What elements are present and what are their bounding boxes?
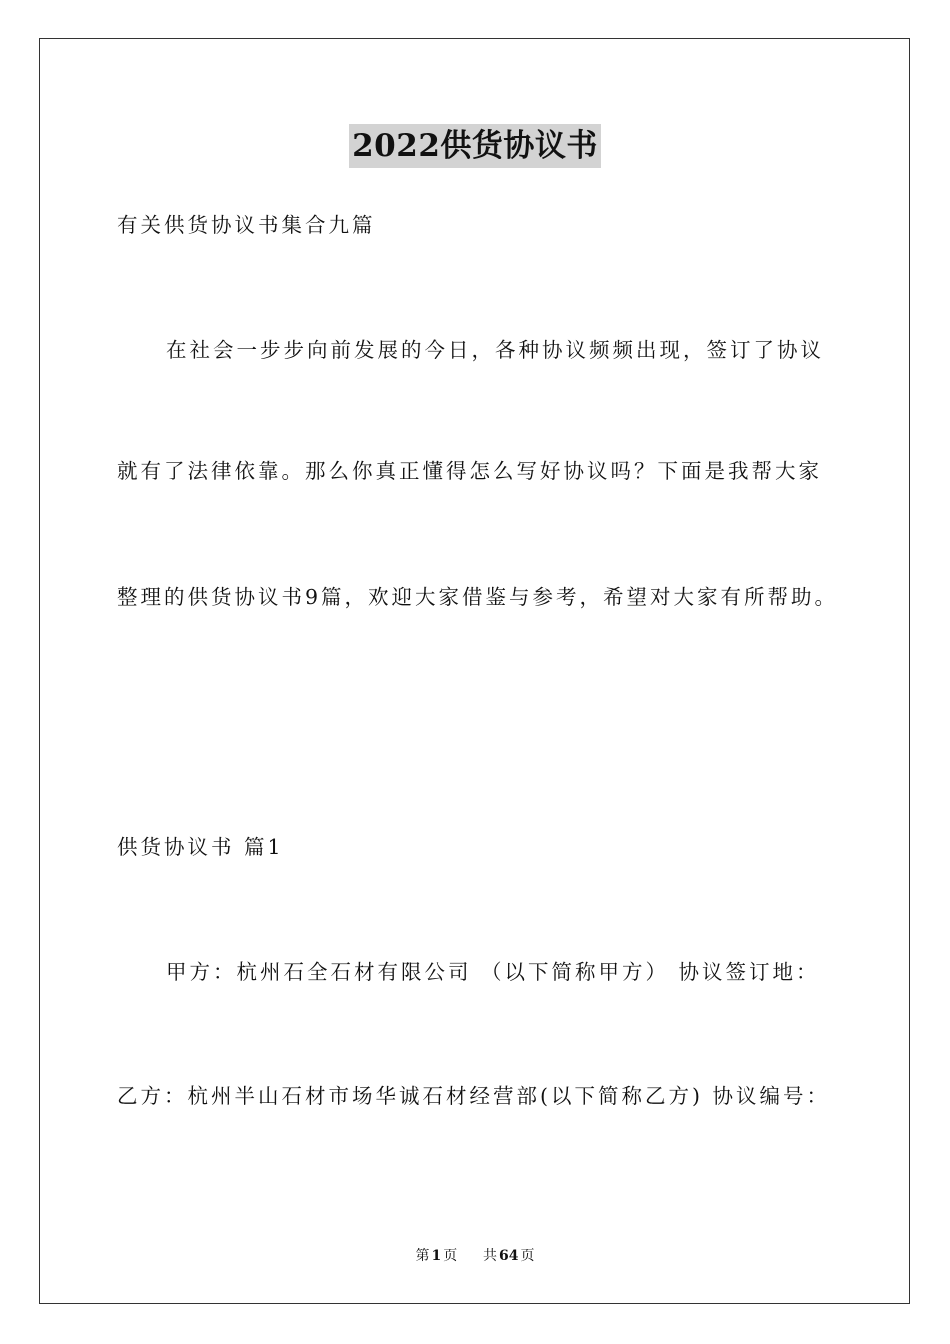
intro-line-3: 整理的供货协议书9篇，欢迎大家借鉴与参考，希望对大家有所帮助。 [117,585,839,609]
document-title: 2022供货协议书 [349,124,601,168]
page-suffix: 页 [443,1248,458,1264]
party-a-line: 甲方：杭州石全石材有限公司 （以下简称甲方） 协议签订地： [166,960,820,984]
page-number: 1 [431,1248,442,1264]
page-indicator [413,1248,459,1264]
page-footer [0,1247,950,1265]
page-prefix: 第 [415,1248,430,1264]
section-heading: 供货协议书 篇1 [117,835,284,859]
total-suffix: 页 [520,1248,535,1264]
intro-line-1: 在社会一步步向前发展的今日，各种协议频频出现，签订了协议 [166,338,824,362]
document-subtitle: 有关供货协议书集合九篇 [117,213,376,237]
intro-line-2: 就有了法律依靠。那么你真正懂得怎么写好协议吗？下面是我帮大家 [117,459,822,483]
total-pages: 64 [499,1248,519,1264]
party-b-line: 乙方：杭州半山石材市场华诚石材经营部(以下简称乙方) 协议编号： [117,1084,831,1108]
total-prefix: 共 [483,1248,498,1264]
total-pages-indicator [481,1248,536,1264]
title-container [0,124,950,168]
